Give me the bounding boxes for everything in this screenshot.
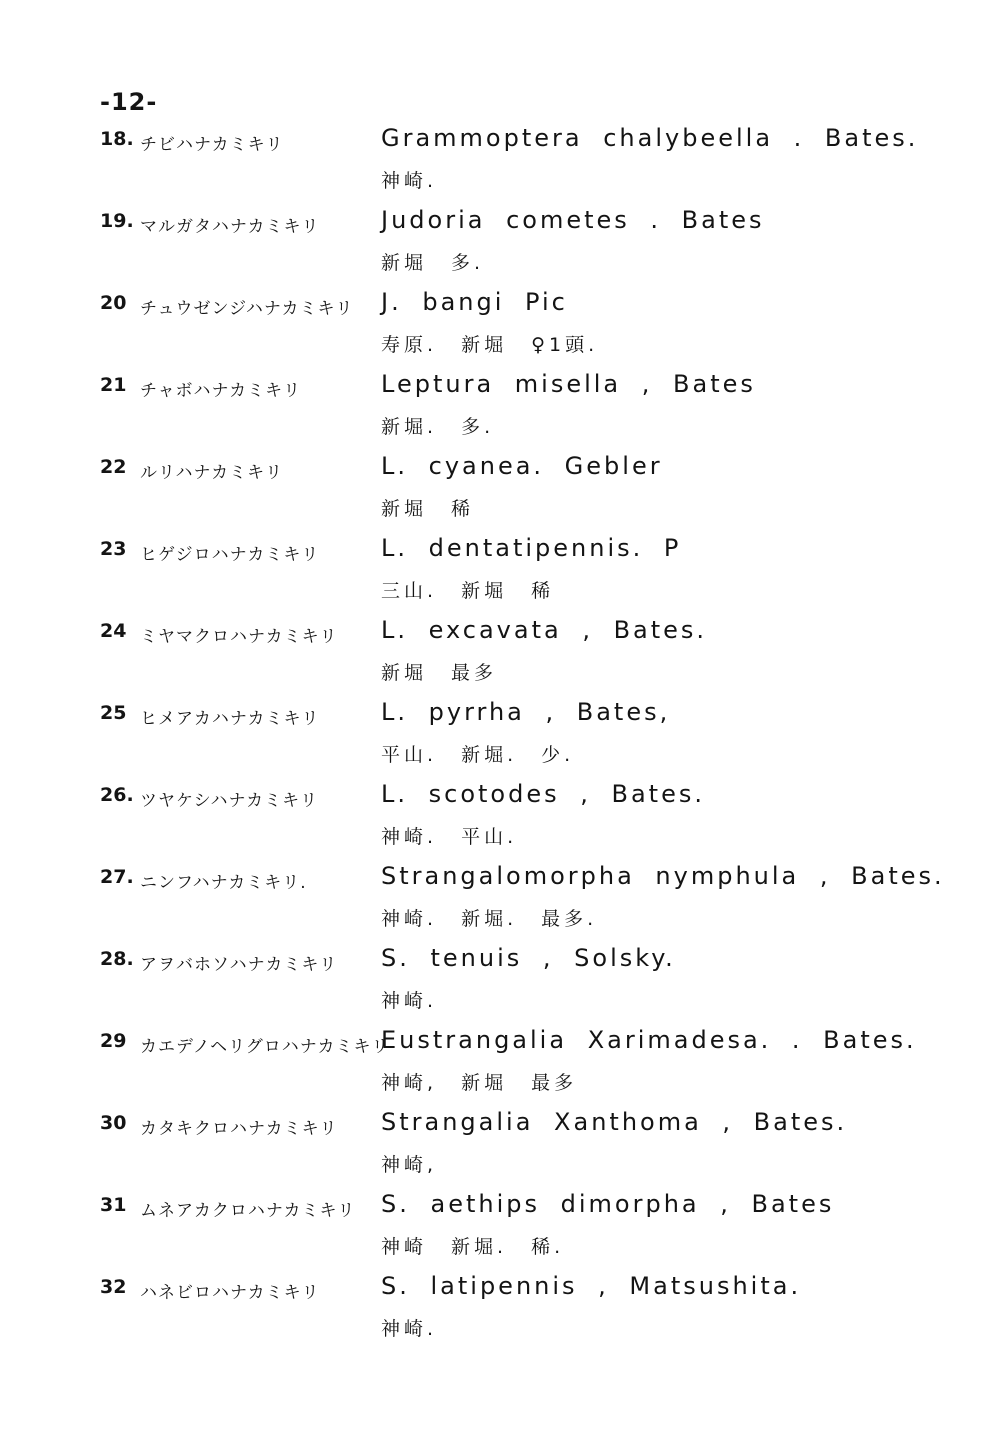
entry-number: 26. xyxy=(100,784,134,806)
locality-note: 神崎, 新堀 最多 xyxy=(381,1072,578,1094)
entry-number: 29 xyxy=(100,1030,127,1052)
list-item xyxy=(0,368,1000,450)
entry-number: 27. xyxy=(100,866,134,888)
entry-number: 32 xyxy=(100,1276,127,1298)
scientific-name: S. aethips dimorpha , Bates xyxy=(381,1190,835,1218)
locality-note: 新堀 稀 xyxy=(381,498,475,520)
locality-note: 神崎. xyxy=(381,170,438,192)
species-list xyxy=(0,122,1000,1352)
japanese-name: アヲバホソハナカミキリ xyxy=(140,955,338,975)
list-item xyxy=(0,696,1000,778)
japanese-name: カタキクロハナカミキリ xyxy=(140,1119,338,1139)
japanese-name: チャボハナカミキリ xyxy=(140,381,302,401)
japanese-name: ヒメアカハナカミキリ xyxy=(140,709,320,729)
scientific-name: L. dentatipennis. P xyxy=(381,534,682,562)
entry-number: 25 xyxy=(100,702,127,724)
list-item xyxy=(0,942,1000,1024)
scientific-name: Leptura misella , Bates xyxy=(381,370,756,398)
list-item xyxy=(0,532,1000,614)
japanese-name: マルガタハナカミキリ xyxy=(140,217,320,237)
entry-number: 30 xyxy=(100,1112,127,1134)
japanese-name: ハネビロハナカミキリ xyxy=(140,1283,320,1303)
entry-number: 21 xyxy=(100,374,127,396)
entry-number: 24 xyxy=(100,620,127,642)
scientific-name: S. tenuis , Solsky. xyxy=(381,944,676,972)
scientific-name: J. bangi Pic xyxy=(381,288,568,316)
list-item xyxy=(0,778,1000,860)
japanese-name: ヒゲジロハナカミキリ xyxy=(140,545,320,565)
locality-note: 寿原. 新堀 ♀1頭. xyxy=(381,334,599,356)
scientific-name: Eustrangalia Xarimadesa. . Bates. xyxy=(381,1026,917,1054)
locality-note: 新堀. 多. xyxy=(381,416,495,438)
locality-note: 神崎. 平山. xyxy=(381,826,518,848)
list-item xyxy=(0,450,1000,532)
list-item xyxy=(0,1188,1000,1270)
list-item xyxy=(0,286,1000,368)
scientific-name: L. cyanea. Gebler xyxy=(381,452,663,480)
locality-note: 神崎. xyxy=(381,1318,438,1340)
locality-note: 神崎 新堀. 稀. xyxy=(381,1236,565,1258)
list-item xyxy=(0,204,1000,286)
entry-number: 23 xyxy=(100,538,127,560)
japanese-name: ムネアカクロハナカミキリ xyxy=(140,1201,356,1221)
japanese-name: ミヤマクロハナカミキリ xyxy=(140,627,338,647)
entry-number: 19. xyxy=(100,210,134,232)
scientific-name: Strangalomorpha nymphula , Bates. xyxy=(381,862,945,890)
list-item xyxy=(0,614,1000,696)
scientific-name: Grammoptera chalybeella . Bates. xyxy=(381,124,919,152)
entry-number: 31 xyxy=(100,1194,127,1216)
entry-number: 22 xyxy=(100,456,127,478)
list-item xyxy=(0,122,1000,204)
page-number: -12- xyxy=(100,88,158,116)
locality-note: 三山. 新堀 稀 xyxy=(381,580,555,602)
scientific-name: Strangalia Xanthoma , Bates. xyxy=(381,1108,848,1136)
entry-number: 28. xyxy=(100,948,134,970)
scientific-name: L. scotodes , Bates. xyxy=(381,780,705,808)
list-item xyxy=(0,1270,1000,1352)
scientific-name: Judoria cometes . Bates xyxy=(381,206,765,234)
japanese-name: ルリハナカミキリ xyxy=(140,463,284,483)
locality-note: 神崎, xyxy=(381,1154,438,1176)
japanese-name: カエデノヘリグロハナカミキリ xyxy=(140,1037,390,1057)
scientific-name: L. pyrrha , Bates, xyxy=(381,698,671,726)
japanese-name: ツヤケシハナカミキリ xyxy=(140,791,319,811)
locality-note: 新堀 最多 xyxy=(381,662,498,684)
scientific-name: L. excavata , Bates. xyxy=(381,616,708,644)
entry-number: 20 xyxy=(100,292,127,314)
locality-note: 神崎. 新堀. 最多. xyxy=(381,908,598,930)
japanese-name: チュウゼンジハナカミキリ xyxy=(140,299,354,319)
japanese-name: ニンフハナカミキリ. xyxy=(140,873,307,893)
locality-note: 新堀 多. xyxy=(381,252,485,274)
list-item xyxy=(0,1024,1000,1106)
list-item xyxy=(0,1106,1000,1188)
list-item xyxy=(0,860,1000,942)
japanese-name: チビハナカミキリ xyxy=(140,135,284,155)
entry-number: 18. xyxy=(100,128,134,150)
scientific-name: S. latipennis , Matsushita. xyxy=(381,1272,802,1300)
locality-note: 平山. 新堀. 少. xyxy=(381,744,575,766)
locality-note: 神崎. xyxy=(381,990,438,1012)
